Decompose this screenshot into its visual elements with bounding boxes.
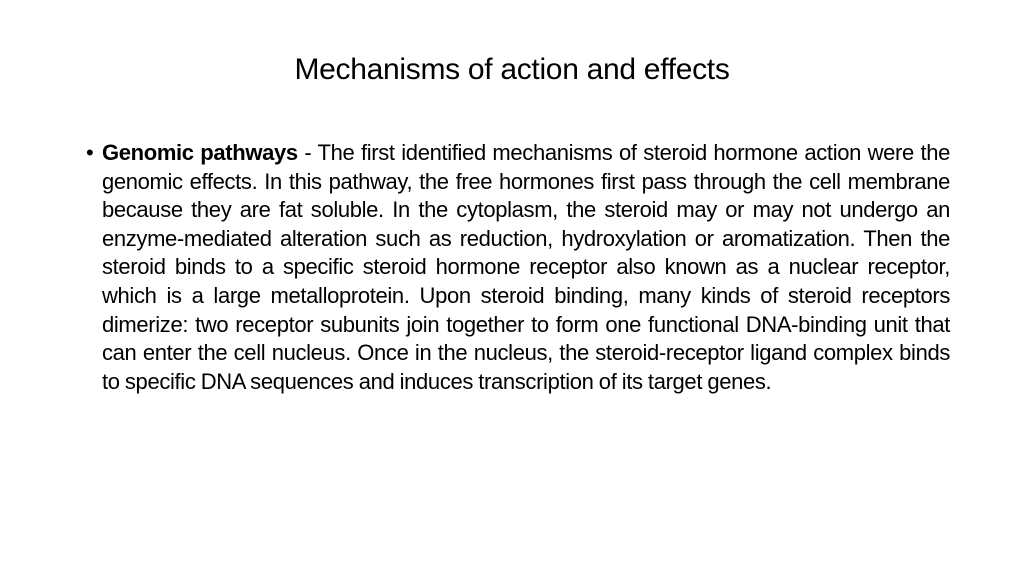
bullet-term: Genomic pathways	[102, 140, 298, 165]
bullet-item-genomic-pathways	[86, 139, 950, 396]
bullet-separator: -	[297, 140, 318, 165]
bullet-dot-icon: •	[86, 140, 94, 165]
bullet-list	[86, 139, 950, 396]
slide-title: Mechanisms of action and effects	[294, 53, 730, 86]
bullet-text: The first identified mechanisms of steroid hormone action were the genomic effects. In this pathway, the free hormones first pass through the cell membrane because they are fat soluble. In the cytoplasm, the steroid may or may not undergo an enzyme-mediated alteration such as reduction, hydroxylation or aromatization. Then the steroid binds to a specific steroid hormone receptor also known as a nuclear receptor, which is a large metalloprotein. Upon steroid binding, many kinds of steroid receptors dimerize: two receptor subunits join together to form one functional DNA-binding unit that can enter the cell nucleus. Once in the nucleus, the steroid-receptor ligand complex binds to specific DNA sequences and induces transcription of its target genes.	[102, 140, 951, 394]
